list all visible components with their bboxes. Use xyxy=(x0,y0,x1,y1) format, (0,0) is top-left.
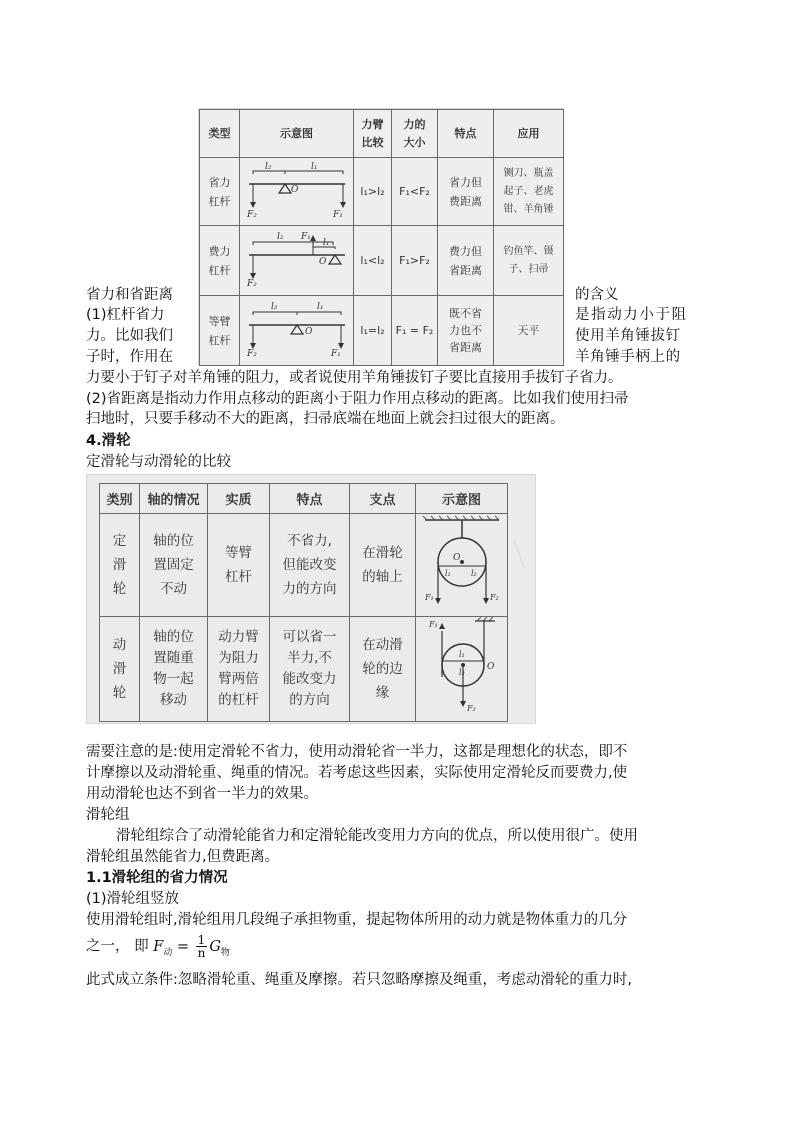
pulley-table-photo xyxy=(86,474,536,724)
text-line: 子时，作用在 xyxy=(86,349,173,365)
svg-text:l₁: l₁ xyxy=(444,569,451,578)
text-line: 力。比如我们 xyxy=(86,328,173,344)
svg-text:F₁: F₁ xyxy=(424,593,434,602)
subheading: 定滑轮与动滑轮的比较 xyxy=(86,454,231,470)
svg-text:O: O xyxy=(486,662,494,672)
svg-text:l₁: l₁ xyxy=(316,301,323,312)
lever-diagram-force-saving xyxy=(240,158,354,226)
header-arm: 力臂 比较 xyxy=(354,110,392,158)
svg-text:F₁: F₁ xyxy=(300,231,311,242)
text-line: 滑轮组综合了动滑轮能省力和定滑轮能改变用力方向的优点，所以使用很广。使用 xyxy=(116,828,638,844)
svg-text:F₂: F₂ xyxy=(246,209,257,218)
fixed-pulley-diagram xyxy=(416,514,508,617)
header-axis: 轴的情况 xyxy=(140,484,208,514)
subheading: 滑轮组 xyxy=(86,807,130,823)
text-line: 滑轮组虽然能省力,但费距离。 xyxy=(86,849,280,865)
header-essence: 实质 xyxy=(208,484,270,514)
header-type: 类型 xyxy=(200,110,240,158)
svg-text:l₂: l₂ xyxy=(276,231,283,242)
text-line: 用动滑轮也达不到省一半力的效果。 xyxy=(86,786,318,802)
lever-diagram-force-costing xyxy=(240,226,354,296)
movable-pulley-diagram xyxy=(416,617,508,722)
svg-text:F₂: F₂ xyxy=(466,704,476,713)
lever-diagram-equal-arm xyxy=(240,296,354,366)
header-feature: 特点 xyxy=(438,110,494,158)
svg-text:l₁: l₁ xyxy=(310,161,317,172)
header-use: 应用 xyxy=(494,110,564,158)
section-heading: 4.滑轮 xyxy=(86,433,131,449)
table-row: 等臂 杠杆 l₂ l₁ O F₂ F₁ l₁=l₂ F₁ = F₂ 既不省 力也不 省距离 天平 xyxy=(200,296,564,366)
svg-text:O: O xyxy=(318,256,326,267)
text-line: 的含义 xyxy=(575,287,619,303)
header-category: 类别 xyxy=(100,484,140,514)
table-row: 动 滑 轮 轴的位 置随重 物一起 移动 动力臂 为阻力 臂两倍 的杠杆 可以省一 半力,不 能改变力 的方向 在动滑 轮的边 缘 F₁ l₁ l₂ O F₂ xyxy=(100,617,508,722)
svg-text:F₁: F₁ xyxy=(428,620,438,629)
svg-text:l₂: l₂ xyxy=(264,161,271,172)
text-line: 此式成立条件:忽略滑轮重、绳重及摩擦。若只忽略摩擦及绳重，考虑动滑轮的重力时, xyxy=(86,972,632,988)
text-line: 羊角锤手柄上的 xyxy=(575,349,681,365)
svg-text:F₂: F₂ xyxy=(246,278,257,287)
subheading: (1)滑轮组竖放 xyxy=(86,891,180,907)
svg-text:l₂: l₂ xyxy=(458,668,465,677)
lever-table-photo xyxy=(198,108,564,366)
text-line: (2)省距离是指动力作用点移动的距离小于阻力作用点移动的距离。比如我们使用扫帚 xyxy=(86,391,629,407)
svg-text:l₂: l₂ xyxy=(270,301,277,312)
svg-text:O: O xyxy=(452,553,460,563)
formula: $F_动$ = $\frac{1}{n}$ $G_物$ xyxy=(153,933,230,960)
formula-line: 之一， 即 $F_动$ = $\frac{1}{n}$ $G_物$ xyxy=(86,933,230,960)
text-line: 需要注意的是:使用定滑轮不省力，使用动滑轮省一半力，这都是理想化的状态，即不 xyxy=(86,744,628,760)
svg-text:F₂: F₂ xyxy=(246,348,257,357)
table-row: 费力 杠杆 l₂ l₁ O F₂ F₁ l₁<l₂ F₁>F₂ 费力但 省距离 钓鱼竿、镊 子、扫帚 xyxy=(200,226,564,296)
text-line: 使用羊角锤拔钉 xyxy=(575,328,681,344)
text-line: (1)杠杆省力 xyxy=(86,307,165,323)
lever-table xyxy=(199,109,564,366)
header-pivot: 支点 xyxy=(350,484,416,514)
header-diagram: 示意图 xyxy=(240,110,354,158)
svg-text:F₁: F₁ xyxy=(330,348,341,357)
header-feature: 特点 xyxy=(270,484,350,514)
text-line: 使用滑轮组时,滑轮组用几段绳子承担物重，提起物体所用的动力就是物体重力的几分 xyxy=(86,912,628,928)
header-diagram: 示意图 xyxy=(416,484,508,514)
svg-text:l₁: l₁ xyxy=(458,650,465,659)
svg-text:F₂: F₂ xyxy=(489,593,499,602)
svg-text:O: O xyxy=(304,326,312,337)
text-line: 扫地时，只要手移动不大的距离，扫帚底端在地面上就会扫过很大的距离。 xyxy=(86,411,565,427)
svg-text:O: O xyxy=(290,184,298,195)
pulley-table xyxy=(99,483,508,722)
svg-text:F₁: F₁ xyxy=(332,209,343,218)
header-force: 力的 大小 xyxy=(392,110,438,158)
section-heading: 1.1滑轮组的省力情况 xyxy=(86,870,228,886)
text-line: 力要小于钉子对羊角锤的阻力，或者说使用羊角锤拔钉子要比直接用手拔钉子省力。 xyxy=(86,370,623,386)
text-line: 是指动力小于阻 xyxy=(575,307,688,323)
table-row: 省力 杠杆 l₂ l₁ O F₂ F₁ l₁>l₂ F₁<F₂ 省力但 费距离 铡刀、瓶盖 起子、老虎 钳、羊角锤 xyxy=(200,158,564,226)
table-row: 定 滑 轮 轴的位 置固定 不动 等臂 杠杆 不省力, 但能改变 力的方向 在滑轮 的轴上 O l₁ l₂ F₁ F₂ xyxy=(100,514,508,617)
svg-text:l₂: l₂ xyxy=(470,569,477,578)
text-line: 省力和省距离 xyxy=(86,287,173,303)
svg-text:l₁: l₁ xyxy=(322,237,329,248)
text-line: 计摩擦以及动滑轮重、绳重的情况。若考虑这些因素，实际使用定滑轮反而要费力,使 xyxy=(86,765,628,781)
